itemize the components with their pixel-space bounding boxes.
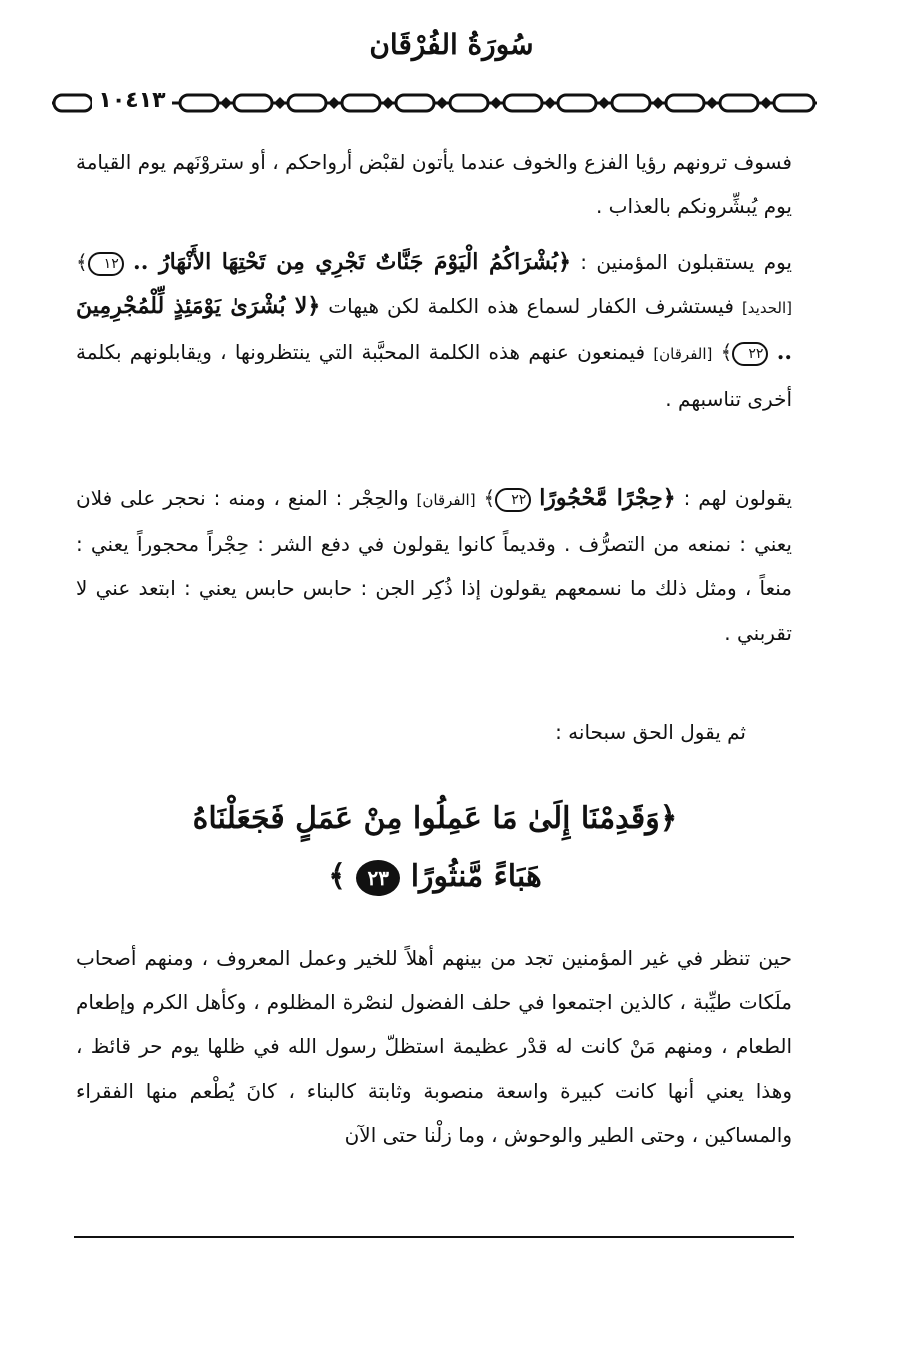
- ayah-number: ٢٢: [732, 342, 768, 366]
- verse-text: هَبَاءً مَّنثُورًا: [410, 859, 542, 894]
- paragraph-text: ثم يقول الحق سبحانه :: [555, 720, 746, 744]
- ayah-number: ١٢: [88, 252, 124, 276]
- quran-verse-block: [190, 790, 680, 906]
- paragraph-text: فيستشرف الكفار لسماع هذه الكلمة لكن هيهات: [320, 294, 742, 319]
- paragraph-text: حين تنظر في غير المؤمنين تجد من بينهم أهلاً للخير وعمل المعروف ، ومنهم أصحاب ملَكات طيِّبة ، كالذين اجتمعوا في حلف الفضول لنصْرة المظلوم ، وكأهل الكرم وإطعام الطعام ، ومنهم مَنْ كانت له قدْر عظيمة استظلّ رسول الله في ظلها يوم حر قائظ ، وهذا يعني أنها كانت كبيرة واسعة منصوبة وثابتة كالبناء ، كانَ يُطْعم منها الفقراء والمساكين ، وحتى الطير والوحوش ، وما زلْنا حتى الآن: [76, 946, 792, 1147]
- verse-line-2: [190, 848, 680, 906]
- quran-quote: ﴿لا بُشْرَىٰ يَوْمَئِذٍ لِّلْمُجْرِمِينَ ..: [76, 293, 793, 366]
- paragraph-text: يوم يستقبلون المؤمنين :: [570, 250, 792, 274]
- surah-reference: [الفرقان]: [653, 345, 713, 364]
- verse-number: ٢٣: [356, 860, 400, 896]
- paragraph-text: يقولون لهم :: [675, 486, 793, 510]
- verse-line-1: ﴿وَقَدِمْنَا إِلَىٰ مَا عَمِلُوا مِنْ عَمَلٍ فَجَعَلْنَاهُ: [192, 801, 678, 836]
- paragraph-text: فسوف ترونهم رؤيا الفزع والخوف عندما يأتون لقبْض أرواحكم ، أو ستروْنَهم يوم القيامة يوم يُبشِّرونكم بالعذاب .: [76, 150, 792, 219]
- quran-quote: ﴿حِجْرًا مَّحْجُورًا: [539, 485, 676, 511]
- surah-reference: [الحديد]: [741, 299, 792, 318]
- surah-reference: [الفرقان]: [416, 491, 476, 509]
- verse-end-ornament: ﴾: [328, 859, 346, 894]
- page-number: ١٠٤١٣: [92, 86, 172, 116]
- paragraph-2: يوم يستقبلون المؤمنين : ﴿بُشْرَاكُمُ الْيَوْمَ جَنَّاتٌ تَجْرِي مِن تَحْتِهَا الأَنْهَارُ .. ١٢﴾ [الحديد] فيستشرف الكفار لسماع هذه الكلمة لكن هيهات ﴿لا بُشْرَىٰ يَوْمَئِذٍ لِّلْمُجْرِمِينَ .. ٢٢﴾ [الفرقان] فيمنعون عنهم هذه الكلمة المحبَّبة التي ينتظرونها ، ويقابلونهم بكلمة أخرى تناسبهم .: [76, 249, 793, 411]
- ayah-number: ٢٢: [495, 488, 531, 512]
- paragraph-4: [76, 710, 792, 754]
- surah-title: سُورَةُ الفُرْقَان: [369, 28, 534, 61]
- paragraph-5: [76, 936, 792, 1157]
- paragraph-3: يقولون لهم : ﴿حِجْرًا مَّحْجُورًا ٢٢﴾ [الفرقان] والحِجْر : المنع ، ومنه : نحجر على فلان يعني : نمنعه من التصرُّف . وقديماً كانوا يقولون في دفع الشر : حِجْراً محجوراً يعني : منعاً ، ومثل ذلك ما نسمعهم يقولون إذا ذُكِر الجن : حابس حابس يعني : ابتعد عني لا تقربني .: [76, 485, 793, 645]
- paragraph-text: فيمنعون عنهم هذه الكلمة المحبَّبة التي ينتظرونها ، ويقابلونهم بكلمة أخرى تناسبهم .: [76, 340, 792, 411]
- paragraph-text: والحِجْر : المنع ، ومنه : نحجر على فلان يعني : نمنعه من التصرُّف . وقديماً كانوا يقولون في دفع الشر : حِجْراً محجوراً يعني : منعاً ، ومثل ذلك ما نسمعهم يقولون إذا ذُكِر الجن : حابس حابس يعني : ابتعد عني لا تقربني .: [76, 486, 792, 645]
- paragraph-1: [76, 140, 792, 228]
- footer-rule: [74, 1236, 794, 1238]
- quran-quote: ﴿بُشْرَاكُمُ الْيَوْمَ جَنَّاتٌ تَجْرِي مِن تَحْتِهَا الأَنْهَارُ ..: [133, 249, 571, 275]
